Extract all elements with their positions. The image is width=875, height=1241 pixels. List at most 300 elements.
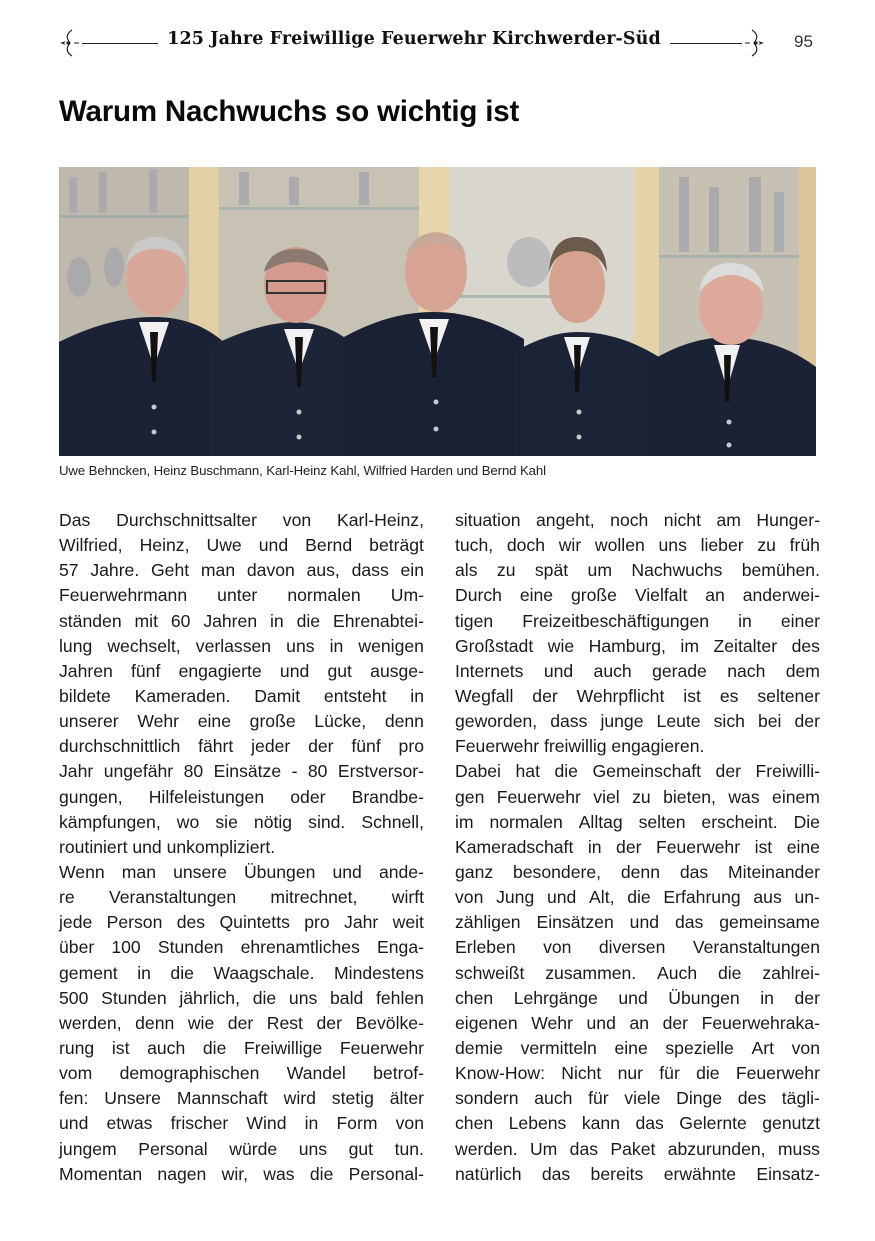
- text-line: [455, 659, 820, 684]
- word: Einsätze: [213, 761, 282, 782]
- word: Kameraden.: [134, 685, 231, 706]
- page-number: 95: [794, 32, 813, 51]
- text-line: [455, 709, 820, 734]
- word: 57: [59, 560, 79, 581]
- word: muss: [777, 1138, 820, 1159]
- word: geworden,: [455, 711, 538, 732]
- text-line: [59, 1111, 424, 1136]
- word: der: [662, 1012, 689, 1033]
- word: diversen: [598, 937, 666, 958]
- word: die: [252, 987, 277, 1008]
- word: lieber: [700, 535, 744, 556]
- word: jede: [59, 912, 93, 933]
- word: durchschnittlich: [59, 736, 181, 757]
- word: fehlen: [375, 987, 424, 1008]
- word: 80: [307, 761, 328, 782]
- word: uns: [298, 1138, 328, 1159]
- word: genutzt: [762, 1113, 820, 1134]
- word: Damit: [254, 685, 301, 706]
- word: am: [716, 510, 741, 530]
- text-line: [59, 986, 424, 1011]
- word: unserer: [59, 711, 119, 732]
- word: Lücke,: [314, 711, 367, 732]
- word: werden.: [455, 1138, 518, 1159]
- word: Personal: [138, 1138, 208, 1159]
- word: Unsere: [104, 1088, 161, 1109]
- word: wie: [187, 1012, 215, 1033]
- word: in: [760, 987, 774, 1008]
- word: Gemeinschaft: [592, 761, 702, 782]
- text-line: [455, 910, 820, 935]
- word: chen: [455, 987, 494, 1008]
- word: Hamburg,: [588, 635, 666, 656]
- header-rule-left: [82, 43, 158, 44]
- word: unsere: [173, 861, 227, 882]
- word: kämpfungen,: [59, 811, 161, 832]
- word: Bevölke-: [355, 1012, 424, 1033]
- word: des: [737, 1088, 767, 1109]
- text-line: [59, 910, 424, 935]
- word: wollen: [594, 535, 645, 556]
- word: uns: [658, 535, 687, 556]
- word: spezielle: [665, 1037, 734, 1058]
- word: auch: [593, 660, 632, 681]
- word: des: [791, 635, 820, 656]
- word: Wehr: [137, 711, 180, 732]
- word: als: [455, 560, 478, 581]
- word: wirft: [391, 887, 424, 908]
- word: Art: [751, 1037, 774, 1058]
- word: stetig: [331, 1088, 374, 1109]
- text-line: [59, 759, 424, 784]
- word: Nicht: [561, 1063, 602, 1084]
- word: ungefähr: [103, 761, 174, 782]
- word: pro: [398, 736, 424, 757]
- word: und: [629, 912, 660, 933]
- word: der: [316, 1012, 342, 1033]
- word: Wegfall: [455, 685, 514, 706]
- word: 500: [59, 987, 89, 1008]
- word: frischer: [170, 1113, 229, 1134]
- word: tägli-: [781, 1088, 820, 1109]
- word: des: [176, 912, 206, 933]
- word: was: [263, 1163, 295, 1184]
- text-line: [455, 935, 820, 960]
- word: unter: [217, 585, 258, 606]
- word: Know-How:: [455, 1063, 545, 1084]
- word: Momentan: [59, 1163, 143, 1184]
- word: nach: [727, 660, 766, 681]
- text-line: [59, 810, 424, 835]
- word: bieten,: [663, 786, 716, 807]
- running-header: [58, 26, 818, 60]
- word: schweißt: [455, 962, 525, 983]
- word: und: [586, 1012, 616, 1033]
- word: Übungen: [668, 987, 740, 1008]
- word: ausge-: [370, 660, 424, 681]
- word: Stunden: [101, 987, 167, 1008]
- word: bemühen.: [741, 560, 820, 581]
- word: Stunden: [157, 937, 224, 958]
- word: seltener: [757, 685, 820, 706]
- word: man: [200, 560, 236, 581]
- word: man: [121, 861, 156, 882]
- fleuron-icon: [58, 28, 80, 58]
- word: ist: [683, 685, 701, 706]
- text-line: [59, 734, 424, 759]
- word: Feuerwehr: [496, 786, 581, 807]
- word: früh: [789, 535, 820, 556]
- word: für: [659, 1063, 680, 1084]
- word: eine: [786, 836, 820, 857]
- word: Uwe: [206, 535, 242, 556]
- word: Feuerwehr: [339, 1037, 424, 1058]
- word: mit: [134, 610, 158, 631]
- word: zahlrei-: [762, 962, 820, 983]
- word: Alltag: [578, 811, 623, 832]
- word: dass: [351, 560, 389, 581]
- word: der: [616, 836, 642, 857]
- header-rule-right: [670, 43, 742, 44]
- word: Um-: [390, 585, 424, 606]
- word: das: [674, 912, 704, 933]
- word: weit: [392, 912, 424, 933]
- word: Paket: [610, 1138, 656, 1159]
- word: zu: [496, 560, 516, 581]
- word: sie: [215, 811, 238, 832]
- word: zähligen: [455, 912, 521, 933]
- word: Dabei: [455, 761, 501, 782]
- word: Wilfried,: [59, 535, 123, 556]
- group-photo-illustration: [59, 167, 816, 456]
- word: was: [728, 786, 760, 807]
- word: Geht: [150, 560, 190, 581]
- word: Durchschnittsalter: [116, 510, 257, 530]
- word: situation: [455, 510, 521, 530]
- word: Waagschale.: [213, 962, 315, 983]
- word: Schnell,: [361, 811, 424, 832]
- word: Lebens: [508, 1113, 567, 1134]
- text-line: [59, 1036, 424, 1061]
- word: anderwei-: [742, 585, 820, 606]
- word: bei: [757, 711, 782, 732]
- word: normalen: [489, 811, 563, 832]
- word: die: [627, 887, 651, 908]
- text-line: [59, 583, 424, 608]
- word: Nachwuchs: [631, 560, 723, 581]
- word: ein: [400, 560, 424, 581]
- word: bildete: [59, 685, 111, 706]
- word: um: [587, 560, 612, 581]
- word: Wenn: [59, 861, 105, 882]
- word: Zeitalter: [713, 635, 778, 656]
- text-line: [455, 835, 820, 860]
- word: gemeinsame: [719, 912, 820, 933]
- word: Jahre.: [90, 560, 140, 581]
- word: Auch: [657, 962, 698, 983]
- word: Jung: [496, 887, 535, 908]
- word: vom: [59, 1063, 93, 1084]
- word: in: [410, 685, 424, 706]
- word: beträgt: [369, 535, 424, 556]
- word: junge: [600, 711, 644, 732]
- word: wird: [283, 1088, 316, 1109]
- word: Kameradschaft: [455, 836, 574, 857]
- header-title: 125 Jahre Freiwillige Feuerwehr Kirchwerder-Süd: [167, 29, 661, 49]
- word: Enga-: [377, 937, 424, 958]
- word: die: [717, 962, 742, 983]
- word: Hunger-: [756, 510, 820, 530]
- word: Ehrenabtei-: [332, 610, 424, 631]
- text-line: [455, 759, 820, 784]
- word: pro: [304, 912, 330, 933]
- word: Durch: [455, 585, 502, 606]
- word: Rest: [266, 1012, 303, 1033]
- word: 80: [183, 761, 204, 782]
- word: die: [309, 1163, 334, 1184]
- word: viel: [593, 786, 620, 807]
- word: verlassen: [195, 635, 272, 656]
- text-line: [59, 508, 424, 533]
- word: der: [532, 685, 558, 706]
- word: würde: [229, 1138, 278, 1159]
- word: selten: [638, 811, 686, 832]
- word: rung: [59, 1037, 95, 1058]
- text-line: [455, 986, 820, 1011]
- word: in: [304, 1113, 319, 1134]
- text-line: [59, 558, 424, 583]
- word: gut: [348, 1138, 374, 1159]
- word: von: [543, 937, 572, 958]
- text-line: [455, 1011, 820, 1036]
- word: ehrenamtliches: [240, 937, 360, 958]
- word: wie: [547, 635, 575, 656]
- word: wir: [558, 535, 582, 556]
- word: mitrechnet,: [270, 887, 358, 908]
- word: und: [279, 660, 310, 681]
- text-line: [59, 659, 424, 684]
- word: angeht,: [536, 510, 595, 530]
- word: Gelernte: [679, 1113, 747, 1134]
- word: abzurunden,: [667, 1138, 766, 1159]
- word: fen:: [59, 1088, 89, 1109]
- text-line: [455, 885, 820, 910]
- word: die: [696, 1063, 720, 1084]
- word: Jahren: [59, 660, 113, 681]
- word: große: [249, 711, 296, 732]
- fleuron-icon: [744, 28, 766, 58]
- text-line: routiniert und unkompliziert.: [59, 836, 276, 857]
- text-line: [455, 1036, 820, 1061]
- word: Freizeitbeschäftigungen: [522, 610, 710, 631]
- text-line: [59, 684, 424, 709]
- word: doch: [506, 535, 546, 556]
- word: an: [629, 1012, 650, 1033]
- word: einem: [772, 786, 820, 807]
- word: Brandbe-: [351, 786, 424, 807]
- word: Miteinander: [728, 861, 820, 882]
- text-line: [455, 860, 820, 885]
- word: sind.: [308, 811, 346, 832]
- word: Die: [793, 811, 820, 832]
- word: hat: [515, 761, 540, 782]
- word: Um: [529, 1138, 558, 1159]
- word: Großstadt: [455, 635, 534, 656]
- word: erscheint.: [701, 811, 778, 832]
- text-line: [455, 1086, 820, 1111]
- word: aus,: [306, 560, 340, 581]
- word: auch: [534, 1088, 573, 1109]
- word: das: [569, 1138, 599, 1159]
- word: von: [395, 1113, 424, 1134]
- word: im: [455, 811, 474, 832]
- word: Freiwilli-: [755, 761, 820, 782]
- word: un-: [794, 887, 820, 908]
- word: im: [680, 635, 699, 656]
- text-line: [455, 533, 820, 558]
- word: nagen: [157, 1163, 207, 1184]
- word: von: [282, 510, 312, 530]
- word: Feuerwehr: [655, 836, 741, 857]
- word: und: [546, 887, 577, 908]
- word: die: [554, 761, 578, 782]
- word: nötig: [253, 811, 293, 832]
- word: über: [59, 937, 95, 958]
- body-column-left: [59, 508, 424, 1187]
- word: Heinz,: [139, 535, 190, 556]
- word: es: [719, 685, 739, 706]
- word: aus: [753, 887, 782, 908]
- word: Wehrpflicht: [576, 685, 665, 706]
- word: Jahr: [344, 912, 379, 933]
- text-line: [59, 634, 424, 659]
- word: zu: [757, 535, 776, 556]
- word: oder: [290, 786, 326, 807]
- word: der: [308, 736, 334, 757]
- word: Mannschaft: [176, 1088, 268, 1109]
- word: ständen: [59, 610, 122, 631]
- word: Einsätzen: [536, 912, 614, 933]
- text-line: [455, 558, 820, 583]
- word: denn: [384, 711, 424, 732]
- word: von: [455, 887, 484, 908]
- word: Leute: [656, 711, 701, 732]
- word: eigenen: [455, 1012, 518, 1033]
- word: Feuerwehr: [735, 1063, 820, 1084]
- word: in: [329, 635, 344, 656]
- word: ist: [754, 836, 773, 857]
- word: ist: [111, 1037, 130, 1058]
- text-line: [455, 785, 820, 810]
- word: Personal-: [348, 1163, 424, 1184]
- word: große: [570, 585, 617, 606]
- word: Mindestens: [334, 962, 424, 983]
- word: bereits: [590, 1163, 644, 1184]
- word: und: [543, 660, 574, 681]
- text-line: [455, 508, 820, 533]
- word: Das: [59, 510, 91, 530]
- text-line: [455, 1061, 820, 1086]
- word: Erfahrung: [663, 887, 741, 908]
- word: Erstversor-: [337, 761, 424, 782]
- word: Bernd: [305, 535, 353, 556]
- word: lung: [59, 635, 93, 656]
- word: davon: [246, 560, 295, 581]
- word: Vielfalt: [634, 585, 688, 606]
- word: der: [794, 711, 820, 732]
- word: re: [59, 887, 75, 908]
- word: Wandel: [286, 1063, 346, 1084]
- word: Person: [106, 912, 163, 933]
- word: gungen,: [59, 786, 123, 807]
- word: Veranstaltungen: [108, 887, 237, 908]
- word: etwas: [106, 1113, 153, 1134]
- word: Feuerwehrmann: [59, 585, 188, 606]
- text-line: [455, 1111, 820, 1136]
- word: wir,: [221, 1163, 249, 1184]
- word: Dinge: [676, 1088, 723, 1109]
- word: Wehr: [531, 1012, 573, 1033]
- word: die: [170, 962, 194, 983]
- word: nur: [617, 1063, 644, 1084]
- group-photo: [59, 167, 816, 456]
- word: eine: [519, 585, 554, 606]
- word: in: [270, 610, 284, 631]
- text-line: [59, 885, 424, 910]
- word: chen: [455, 1113, 494, 1134]
- text-line: [59, 860, 424, 885]
- text-line: [59, 1162, 424, 1187]
- word: tuch,: [455, 535, 494, 556]
- word: Jahr: [59, 761, 94, 782]
- word: Veranstaltungen: [692, 937, 820, 958]
- word: die: [202, 1037, 227, 1058]
- word: Quintetts: [219, 912, 290, 933]
- word: gerade: [652, 660, 707, 681]
- word: demographischen: [119, 1063, 260, 1084]
- word: normalen: [287, 585, 361, 606]
- word: einer: [780, 610, 820, 631]
- word: spät: [534, 560, 569, 581]
- word: -: [291, 761, 298, 782]
- word: älter: [389, 1088, 424, 1109]
- text-line: [59, 961, 424, 986]
- word: fünf: [351, 736, 381, 757]
- text-line: [455, 961, 820, 986]
- word: der: [794, 987, 820, 1008]
- word: ganz: [455, 861, 494, 882]
- word: betrof-: [373, 1063, 424, 1084]
- word: fährt: [198, 736, 234, 757]
- word: bald: [330, 987, 364, 1008]
- text-line: [59, 609, 424, 634]
- word: uns: [286, 635, 315, 656]
- word: natürlich: [455, 1163, 522, 1184]
- text-line: [59, 785, 424, 810]
- word: dem: [785, 660, 820, 681]
- word: jungem: [59, 1138, 117, 1159]
- word: dass: [550, 711, 588, 732]
- text-line: [59, 935, 424, 960]
- word: gen: [455, 786, 485, 807]
- word: jährlich,: [179, 987, 240, 1008]
- word: zusammen.: [545, 962, 637, 983]
- word: demie: [455, 1037, 503, 1058]
- word: auch: [147, 1037, 186, 1058]
- text-line: [455, 1137, 820, 1162]
- word: an: [705, 585, 725, 606]
- text-line: [59, 1011, 424, 1036]
